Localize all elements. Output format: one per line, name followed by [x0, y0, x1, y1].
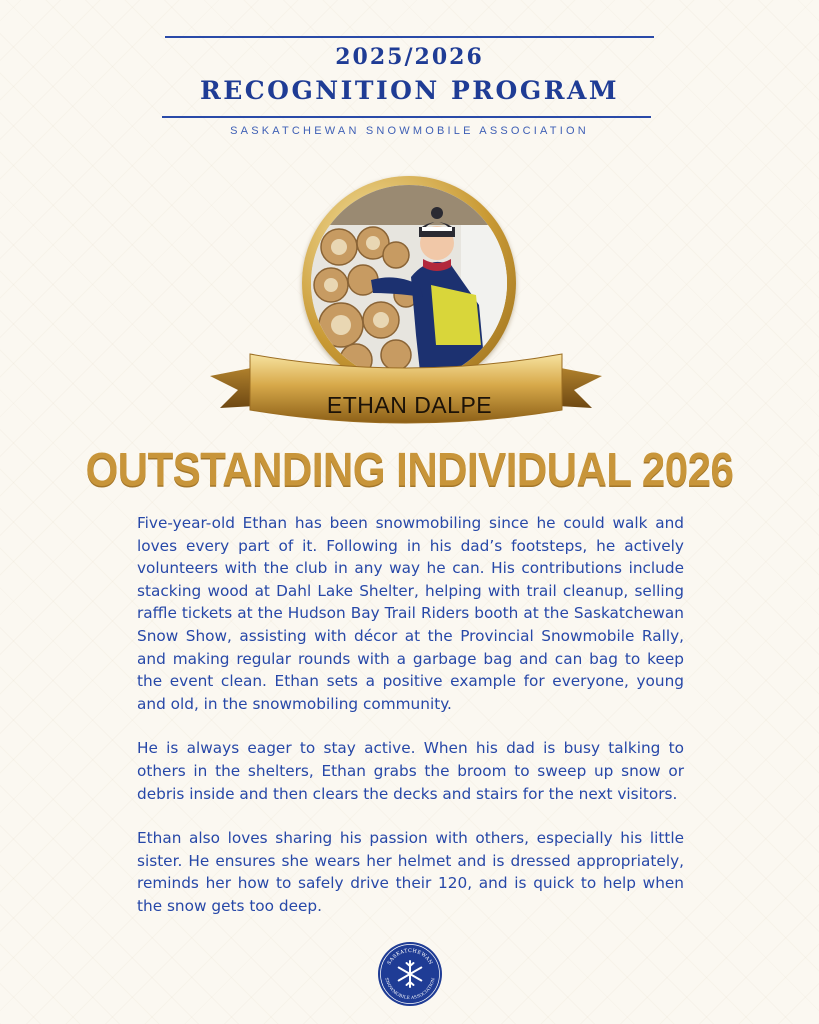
- header-bottom-rule: [162, 116, 651, 118]
- name-ribbon: [210, 334, 602, 434]
- award-title: OUTSTANDING INDIVIDUAL 2026: [85, 443, 734, 496]
- citation-paragraph: Five-year-old Ethan has been snowmobiling since he could walk and loves every part of it. Following in his dad’s footsteps, he actively volunteers with the club in any way he can. His contributions include stacking wood at Dahl Lake Shelter, helping with trail cleanup, selling raffle tickets at the Hudson Bay Trail Riders booth at the Saskatchewan Snow Show, assisting with décor at the Provincial Snowmobile Rally, and making regular rounds with a garbage bag and can bag to keep the event clean. Ethan sets a positive example for everyone, young and old, in the snowmobiling community.: [137, 514, 684, 713]
- citation-paragraph: He is always eager to stay active. When his dad is busy talking to others in the shelters, Ethan grabs the broom to sweep up snow or debris inside and then clears the decks and stairs for the next visitors.: [137, 739, 684, 803]
- header-top-rule: [165, 36, 654, 38]
- program-year: 2025/2026: [335, 44, 484, 70]
- citation-paragraph: Ethan also loves sharing his passion with others, especially his little sister. He ensures she wears her helmet and is dressed appropriately, reminds her how to safely drive their 120, and is quick to help when the snow gets too deep.: [137, 829, 684, 915]
- logo-top-text: SASKATCHEWAN: [386, 947, 434, 966]
- logo-bottom-text: SNOWMOBILE ASSOCIATION: [384, 977, 436, 1001]
- program-title: RECOGNITION PROGRAM: [199, 76, 620, 105]
- citation-text: [137, 512, 684, 940]
- honoree-name: ETHAN DALPE: [326, 392, 493, 418]
- association-logo: [377, 941, 443, 1007]
- association-name: SASKATCHEWAN SNOWMOBILE ASSOCIATION: [230, 125, 589, 137]
